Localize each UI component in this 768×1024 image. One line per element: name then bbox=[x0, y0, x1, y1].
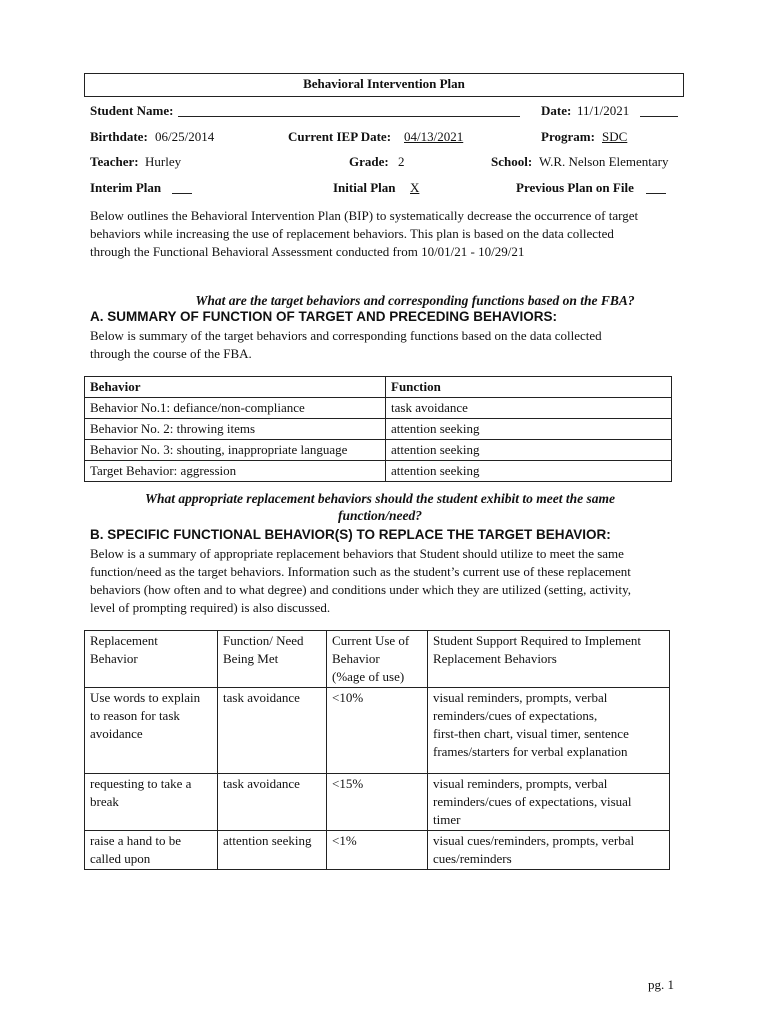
cell-line: frames/starters for verbal explanation bbox=[433, 744, 628, 759]
function-cell: attention seeking bbox=[386, 419, 672, 440]
iep-date-label: Current IEP Date: bbox=[288, 129, 392, 144]
replacement-behavior-cell bbox=[85, 688, 218, 774]
section-b-line: behaviors (how often and to what degree) and conditions under which they are utilized (setting, activity, bbox=[90, 582, 632, 597]
cell-line: reminders/cues of expectations, bbox=[433, 708, 598, 723]
table-header-row bbox=[85, 377, 672, 398]
cell-line: avoidance bbox=[90, 726, 143, 741]
teacher-value: Hurley bbox=[145, 154, 182, 169]
function-cell: attention seeking bbox=[218, 831, 327, 870]
intro-line: through the Functional Behavioral Assessment conducted from 10/01/21 - 10/29/21 bbox=[90, 244, 525, 259]
function-cell: task avoidance bbox=[386, 398, 672, 419]
birthdate-label: Birthdate: bbox=[90, 129, 148, 144]
header-line: Current Use of bbox=[332, 633, 410, 648]
program-label: Program: bbox=[541, 129, 595, 144]
cell-line: first-then chart, visual timer, sentence bbox=[433, 726, 629, 741]
current-use-cell: <10% bbox=[327, 688, 428, 774]
initial-plan-label: Initial Plan bbox=[333, 180, 396, 195]
header-line: (%age of use) bbox=[332, 669, 405, 684]
behavior-column-header: Behavior bbox=[85, 377, 386, 398]
cell-line: raise a hand to be bbox=[90, 833, 181, 848]
table-row bbox=[85, 461, 672, 482]
interim-plan-blank bbox=[172, 181, 192, 194]
behavior-function-table bbox=[84, 376, 672, 482]
cell-line: called upon bbox=[90, 851, 151, 866]
cell-line: to reason for task bbox=[90, 708, 180, 723]
table-header-row bbox=[85, 631, 670, 688]
birthdate-value: 06/25/2014 bbox=[155, 129, 215, 144]
header-line: Function/ Need bbox=[223, 633, 304, 648]
behavior-cell: Behavior No.1: defiance/non-compliance bbox=[85, 398, 386, 419]
function-cell: attention seeking bbox=[386, 461, 672, 482]
section-a-question: What are the target behaviors and corresponding functions based on the FBA? bbox=[195, 293, 635, 308]
school-value: W.R. Nelson Elementary bbox=[539, 154, 669, 169]
header-line: Replacement bbox=[90, 633, 158, 648]
current-use-cell: <1% bbox=[327, 831, 428, 870]
cell-line: cues/reminders bbox=[433, 851, 512, 866]
student-support-cell bbox=[428, 774, 670, 831]
section-a-line: through the course of the FBA. bbox=[90, 346, 252, 361]
cell-line: requesting to take a bbox=[90, 776, 192, 791]
intro-line: behaviors while increasing the use of replacement behaviors. This plan is based on the data collected bbox=[90, 226, 614, 241]
table-row bbox=[85, 398, 672, 419]
student-name-label: Student Name: bbox=[90, 103, 174, 118]
section-b-question bbox=[85, 490, 675, 524]
interim-plan-label: Interim Plan bbox=[90, 180, 162, 195]
function-column-header: Function bbox=[386, 377, 672, 398]
cell-line: visual cues/reminders, prompts, verbal bbox=[433, 833, 635, 848]
teacher-label: Teacher: bbox=[90, 154, 139, 169]
behavior-cell: Target Behavior: aggression bbox=[85, 461, 386, 482]
header-line: Replacement Behaviors bbox=[433, 651, 557, 666]
current-use-cell: <15% bbox=[327, 774, 428, 831]
header-line: Being Met bbox=[223, 651, 279, 666]
section-b-question-line: function/need? bbox=[337, 508, 422, 523]
student-support-cell bbox=[428, 831, 670, 870]
header-line: Student Support Required to Implement bbox=[433, 633, 641, 648]
intro-line: Below outlines the Behavioral Intervention Plan (BIP) to systematically decrease the occurrence of target bbox=[90, 208, 639, 223]
behavior-cell: Behavior No. 2: throwing items bbox=[85, 419, 386, 440]
table-row bbox=[85, 831, 670, 870]
header-line: Behavior bbox=[90, 651, 138, 666]
cell-line: reminders/cues of expectations, visual bbox=[433, 794, 632, 809]
section-a-heading: A. SUMMARY OF FUNCTION OF TARGET AND PRECEDING BEHAVIORS: bbox=[90, 309, 558, 324]
previous-plan-label: Previous Plan on File bbox=[516, 180, 634, 195]
grade-value: 2 bbox=[398, 154, 405, 169]
cell-line: visual reminders, prompts, verbal bbox=[433, 776, 608, 791]
section-b-line: function/need as the target behaviors. Information such as the student’s current use of these replacement bbox=[90, 564, 631, 579]
cell-line: break bbox=[90, 794, 119, 809]
section-a-paragraph bbox=[90, 327, 680, 363]
iep-date-value: 04/13/2021 bbox=[404, 129, 464, 144]
section-b-line: Below is a summary of appropriate replacement behaviors that Student should utilize to meet the same bbox=[90, 546, 624, 561]
header-line: Behavior bbox=[332, 651, 380, 666]
student-name-field bbox=[178, 104, 520, 117]
cell-line: visual reminders, prompts, verbal bbox=[433, 690, 608, 705]
replacement-behavior-table bbox=[84, 630, 670, 870]
intro-paragraph bbox=[90, 207, 680, 261]
date-value: 11/1/2021 bbox=[577, 103, 630, 118]
grade-label: Grade: bbox=[349, 154, 389, 169]
date-blank bbox=[640, 104, 678, 117]
cell-line: timer bbox=[433, 812, 461, 827]
page-title: Behavioral Intervention Plan bbox=[303, 76, 465, 91]
replacement-behavior-header bbox=[85, 631, 218, 688]
student-support-header bbox=[428, 631, 670, 688]
cell-line: Use words to explain bbox=[90, 690, 201, 705]
table-row bbox=[85, 774, 670, 831]
function-cell: attention seeking bbox=[386, 440, 672, 461]
replacement-behavior-cell bbox=[85, 831, 218, 870]
previous-plan-blank bbox=[646, 181, 666, 194]
section-b-question-line: What appropriate replacement behaviors should the student exhibit to meet the same bbox=[145, 491, 615, 506]
initial-plan-value: X bbox=[410, 180, 420, 195]
function-cell: task avoidance bbox=[218, 688, 327, 774]
replacement-behavior-cell bbox=[85, 774, 218, 831]
current-use-header bbox=[327, 631, 428, 688]
section-b-line: level of prompting required) is also discussed. bbox=[90, 600, 331, 615]
school-label: School: bbox=[491, 154, 533, 169]
page-number: pg. 1 bbox=[648, 977, 674, 992]
date-label: Date: bbox=[541, 103, 572, 118]
table-row bbox=[85, 440, 672, 461]
function-need-header bbox=[218, 631, 327, 688]
program-value: SDC bbox=[602, 129, 628, 144]
table-row bbox=[85, 688, 670, 774]
section-b-heading: B. SPECIFIC FUNCTIONAL BEHAVIOR(S) TO REPLACE THE TARGET BEHAVIOR: bbox=[90, 527, 611, 542]
behavior-cell: Behavior No. 3: shouting, inappropriate language bbox=[85, 440, 386, 461]
section-a-line: Below is summary of the target behaviors and corresponding functions based on the data collected bbox=[90, 328, 602, 343]
table-row bbox=[85, 419, 672, 440]
function-cell: task avoidance bbox=[218, 774, 327, 831]
student-support-cell bbox=[428, 688, 670, 774]
section-b-paragraph bbox=[90, 545, 680, 617]
